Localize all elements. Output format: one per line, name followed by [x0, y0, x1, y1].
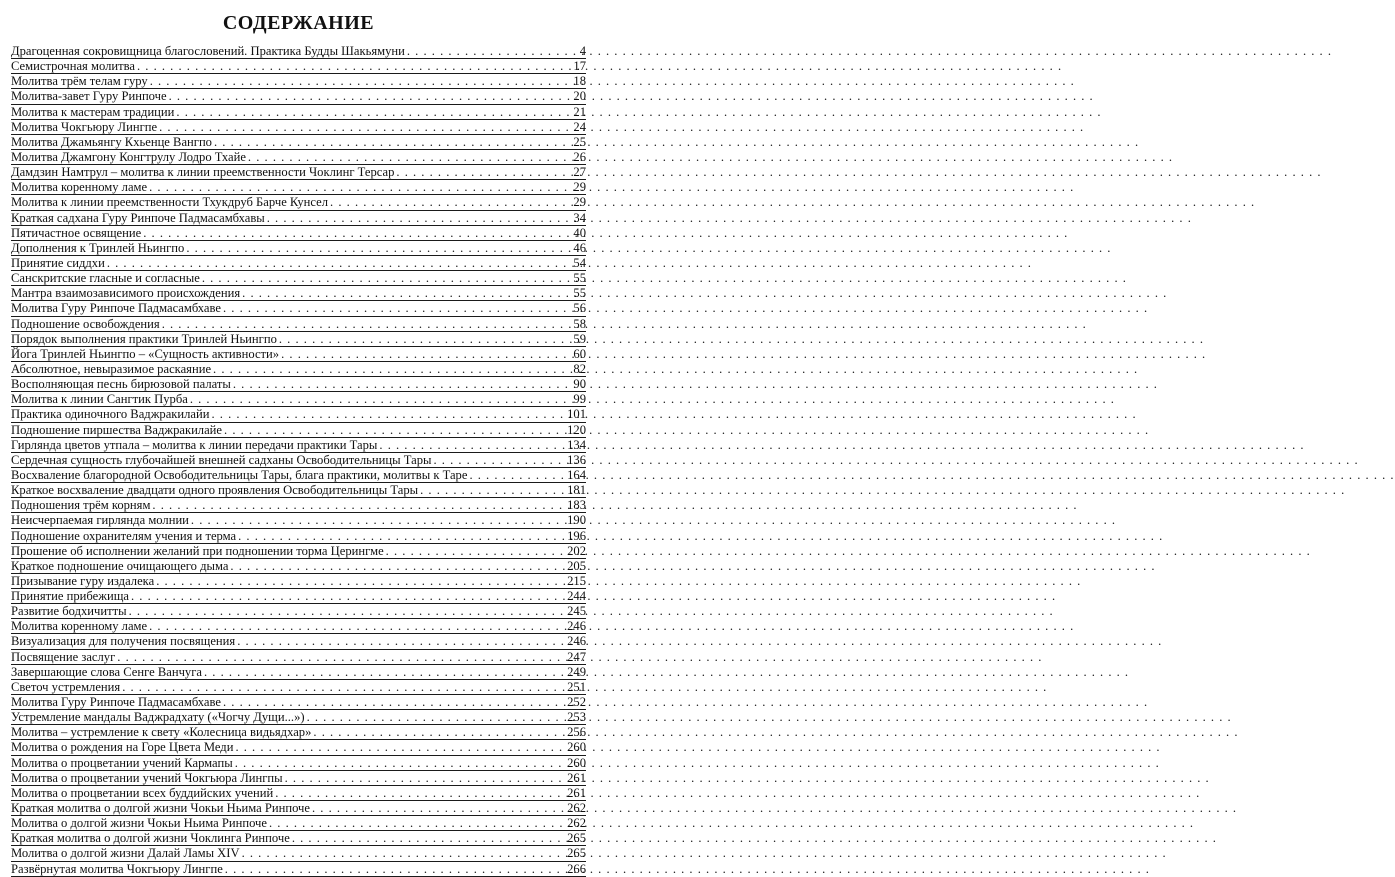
toc-entry-title: Дополнения к Тринлей Ньингпо [11, 240, 185, 255]
dot-leader [129, 604, 566, 619]
dot-leader [137, 59, 571, 74]
dot-leader [379, 438, 565, 453]
toc-entry-page-number: 136 [567, 452, 586, 467]
toc-entry-title: Подношения трём корням [11, 498, 151, 513]
toc-entry [11, 771, 586, 786]
toc-entry-title: Сердечная сущность глубочайшей внешней садханы Освободительницы Тары [11, 452, 432, 467]
toc-entry [11, 377, 586, 392]
dot-leader [202, 271, 572, 286]
toc-entry-page-number: 20 [573, 89, 586, 104]
toc-entry-page-number: 46 [573, 240, 586, 255]
toc-entry-title: Молитва Гуру Ринпоче Падмасамбхаве [11, 695, 221, 710]
dot-leader [131, 589, 565, 604]
toc-entry-title: Мантра взаимозависимого происхождения [11, 286, 241, 301]
dot-leader [233, 377, 572, 392]
dot-leader [191, 513, 565, 528]
dot-leader [433, 453, 565, 468]
toc-entry-page-number: 26 [573, 149, 586, 164]
toc-entry [11, 105, 586, 120]
toc-entry [11, 317, 586, 332]
toc-entry [11, 529, 586, 544]
toc-entry-page-number: 202 [567, 543, 586, 558]
toc-entry-title: Подношение освобождения [11, 316, 160, 331]
toc-entry-title: Молитва коренному ламе [11, 180, 148, 195]
toc-entry-title: Молитва трём телам гуру [11, 74, 148, 89]
toc-entry [11, 468, 586, 483]
dot-leader [330, 195, 571, 210]
dot-leader [117, 650, 565, 665]
dot-leader [230, 559, 565, 574]
dot-leader [281, 347, 571, 362]
toc-entry [11, 332, 586, 347]
dot-leader [159, 120, 571, 135]
dot-leader [386, 544, 565, 559]
toc-entry [11, 786, 586, 801]
toc-entry-page-number: 24 [573, 119, 586, 134]
toc-entry-page-number: 251 [567, 679, 586, 694]
dot-leader [235, 756, 565, 771]
toc-entry-page-number: 101 [567, 407, 586, 422]
toc-entry-title: Молитва к линии преемственности Тхукдруб Барче Кунсел [11, 195, 329, 210]
toc-entry-page-number: 262 [567, 801, 586, 816]
dot-leader [149, 180, 571, 195]
toc-entry-page-number: 90 [573, 377, 586, 392]
toc-entry-title: Абсолютное, невыразимое раскаяние [11, 361, 212, 376]
dot-leader [469, 468, 565, 483]
toc-entry-page-number: 260 [567, 755, 586, 770]
toc-entry [11, 180, 586, 195]
toc-entry [11, 59, 586, 74]
toc-entry-title: Молитва о долгой жизни Чокьи Ньима Ринпоче [11, 816, 267, 831]
toc-entry-page-number: 256 [567, 725, 586, 740]
toc-entry-page-number: 58 [573, 316, 586, 331]
toc-entry-page-number: 60 [573, 346, 586, 361]
toc-entry [11, 725, 586, 740]
toc-entry-title: Подношение пиршества Ваджракилайе [11, 422, 223, 437]
toc-entry-title: Молитва о процветании всех буддийских учений [11, 785, 274, 800]
toc-entry [11, 438, 586, 453]
toc-entry-page-number: 266 [567, 861, 586, 876]
toc-page [0, 0, 600, 876]
toc-entry-title: Восхваление благородной Освободительницы Тары, блага практики, молитвы к Таре [11, 467, 468, 482]
toc-entry-page-number: 55 [573, 271, 586, 286]
toc-entry-page-number: 29 [573, 180, 586, 195]
dot-leader [223, 695, 565, 710]
dot-leader [275, 786, 565, 801]
dot-leader [396, 165, 571, 180]
toc-entry [11, 74, 586, 89]
toc-entry [11, 559, 586, 574]
toc-entry [11, 544, 586, 559]
toc-entry-title: Санскритские гласные и согласные [11, 271, 200, 286]
toc-entry-title: Принятие прибежища [11, 589, 129, 604]
toc-entry-title: Молитва о рождения на Горе Цвета Меди [11, 740, 234, 755]
dot-leader [235, 740, 565, 755]
toc-entry [11, 362, 586, 377]
toc-entry-page-number: 181 [567, 483, 586, 498]
toc-entry-title: Неисчерпаемая гирлянда молнии [11, 513, 189, 528]
dot-leader [225, 862, 565, 877]
dot-leader [279, 332, 572, 347]
toc-entry [11, 347, 586, 362]
dot-leader [242, 846, 566, 861]
toc-entry-page-number: 261 [567, 785, 586, 800]
toc-entry-page-number: 34 [573, 210, 586, 225]
toc-entry-page-number: 56 [573, 301, 586, 316]
toc-entry-page-number: 40 [573, 225, 586, 240]
dot-leader [122, 680, 565, 695]
toc-entry-title: Подношение охранителям учения и терма [11, 528, 237, 543]
toc-entry-page-number: 260 [567, 740, 586, 755]
toc-entry-title: Краткая молитва о долгой жизни Чоклинга Ринпоче [11, 831, 290, 846]
dot-leader [420, 483, 565, 498]
toc-entry-title: Молитва к линии Сангтик Пурба [11, 392, 188, 407]
toc-entry [11, 513, 586, 528]
toc-entry-title: Йога Тринлей Ньингпо – «Сущность активности» [11, 346, 280, 361]
toc-entry-title: Краткая садхана Гуру Ринпоче Падмасамбхавы [11, 210, 265, 225]
toc-entry-title: Призывание гуру издалека [11, 573, 155, 588]
toc-entry-page-number: 27 [573, 165, 586, 180]
toc-entry-page-number: 253 [567, 710, 586, 725]
toc-entry-title: Порядок выполнения практики Тринлей Ньингпо [11, 331, 277, 346]
toc-entry [11, 604, 586, 619]
dot-leader [150, 74, 572, 89]
toc-entry-title: Молитва о долгой жизни Далай Ламы XIV [11, 846, 240, 861]
toc-entry-page-number: 99 [573, 392, 586, 407]
dot-leader [190, 392, 572, 407]
dot-leader [223, 301, 571, 316]
toc-entry [11, 392, 586, 407]
toc-entry [11, 195, 586, 210]
toc-entry-page-number: 215 [567, 573, 586, 588]
toc-entry [11, 423, 586, 438]
toc-entry [11, 150, 586, 165]
toc-entry [11, 256, 586, 271]
toc-entry-title: Драгоценная сокровищница благословений. Практика Будды Шакьямуни [11, 44, 405, 58]
toc-entry-page-number: 245 [567, 604, 586, 619]
toc-entry [11, 44, 586, 59]
dot-leader [248, 150, 571, 165]
toc-entry-title: Устремление мандалы Ваджрадхату («Чогчу Дущи...») [11, 710, 305, 725]
toc-entry [11, 634, 586, 649]
toc-entry [11, 483, 586, 498]
dot-leader [285, 771, 566, 786]
dot-leader [149, 619, 565, 634]
toc-entry-title: Молитва Гуру Ринпоче Падмасамбхаве [11, 301, 221, 316]
toc-entry [11, 271, 586, 286]
toc-entry [11, 407, 586, 422]
toc-entry-title: Посвящение заслуг [11, 649, 116, 664]
dot-leader [267, 211, 572, 226]
toc-entry-title: Молитва о процветании учений Чокгьюра Лингпы [11, 770, 283, 785]
toc-entry [11, 589, 586, 604]
toc-entry [11, 453, 586, 468]
toc-entry [11, 135, 586, 150]
toc-entry [11, 846, 586, 861]
toc-entry-page-number: 55 [573, 286, 586, 301]
toc-entry-page-number: 59 [573, 331, 586, 346]
toc-entry-title: Краткая молитва о долгой жизни Чокьи Ньима Ринпоче [11, 801, 310, 816]
toc-entry [11, 816, 586, 831]
toc-entry-page-number: 265 [567, 846, 586, 861]
toc-entry-title: Молитва-завет Гуру Ринпоче [11, 89, 167, 104]
dot-leader [212, 407, 566, 422]
toc-entry-title: Развитие бодхичитты [11, 604, 127, 619]
toc-entry-page-number: 196 [567, 528, 586, 543]
dot-leader [156, 574, 565, 589]
toc-entry [11, 165, 586, 180]
toc-list [11, 44, 586, 877]
toc-entry-page-number: 262 [567, 816, 586, 831]
toc-entry-page-number: 25 [573, 134, 586, 149]
toc-entry-title: Дамдзин Намтрул – молитва к линии преемственности Чоклинг Терсар [11, 165, 395, 180]
toc-entry [11, 89, 586, 104]
dot-leader [292, 831, 565, 846]
toc-entry [11, 498, 586, 513]
dot-leader [238, 529, 565, 544]
dot-leader [143, 226, 571, 241]
dot-leader [186, 241, 571, 256]
dot-leader [242, 286, 571, 301]
toc-entry [11, 619, 586, 634]
dot-leader [407, 44, 578, 59]
toc-entry [11, 695, 586, 710]
toc-entry-title: Молитва Джамьянгу Кхьенце Вангпо [11, 134, 212, 149]
toc-entry-page-number: 246 [567, 619, 586, 634]
dot-leader [312, 801, 565, 816]
toc-entry-page-number: 164 [567, 467, 586, 482]
toc-entry-title: Развёрнутая молитва Чокгьюру Лингпе [11, 861, 223, 876]
toc-entry-page-number: 82 [573, 361, 586, 376]
toc-entry [11, 574, 586, 589]
toc-entry [11, 862, 586, 877]
dot-leader [213, 362, 571, 377]
dot-leader [204, 665, 565, 680]
toc-entry-page-number: 190 [567, 513, 586, 528]
dot-leader [162, 317, 572, 332]
toc-entry-title: Краткое подношение очищающего дыма [11, 558, 229, 573]
toc-entry-page-number: 252 [567, 695, 586, 710]
toc-entry-page-number: 17 [573, 59, 586, 74]
toc-entry [11, 740, 586, 755]
dot-leader [269, 816, 565, 831]
toc-entry-page-number: 249 [567, 664, 586, 679]
dot-leader [176, 105, 571, 120]
toc-entry-title: Молитва Чокгьюру Лингпе [11, 119, 158, 134]
toc-entry [11, 120, 586, 135]
toc-entry [11, 211, 586, 226]
toc-entry-title: Молитва коренному ламе [11, 619, 148, 634]
toc-entry-page-number: 134 [567, 437, 586, 452]
toc-entry-title: Принятие сиддхи [11, 255, 105, 270]
dot-leader [313, 725, 565, 740]
toc-entry [11, 801, 586, 816]
toc-entry-page-number: 29 [573, 195, 586, 210]
dot-leader [152, 498, 565, 513]
dot-leader [107, 256, 572, 271]
toc-entry [11, 831, 586, 846]
toc-entry-page-number: 265 [567, 831, 586, 846]
toc-entry-title: Гирлянда цветов утпала – молитва к линии передачи практики Тары [11, 437, 378, 452]
toc-entry-title: Молитва к мастерам традиции [11, 104, 175, 119]
dot-leader [307, 710, 566, 725]
toc-entry [11, 710, 586, 725]
toc-entry [11, 665, 586, 680]
toc-entry [11, 286, 586, 301]
toc-entry [11, 241, 586, 256]
toc-entry-page-number: 183 [567, 498, 586, 513]
toc-entry-title: Прошение об исполнении желаний при подношении торма Церингме [11, 543, 384, 558]
dot-leader [214, 135, 571, 150]
toc-entry [11, 680, 586, 695]
toc-entry-title: Завершающие слова Сенге Ванчуга [11, 664, 202, 679]
toc-entry-title: Восполняющая песнь бирюзовой палаты [11, 377, 231, 392]
toc-entry-title: Светоч устремления [11, 679, 121, 694]
toc-entry-page-number: 261 [567, 770, 586, 785]
dot-leader [169, 89, 572, 104]
toc-entry-page-number: 18 [573, 74, 586, 89]
toc-entry [11, 756, 586, 771]
toc-entry-title: Молитва о процветании учений Кармапы [11, 755, 233, 770]
dot-leader [237, 634, 565, 649]
toc-entry-page-number: 21 [573, 104, 586, 119]
toc-entry [11, 650, 586, 665]
page-title: СОДЕРЖАНИЕ [222, 12, 375, 34]
toc-entry-page-number: 54 [573, 255, 586, 270]
toc-entry-title: Краткое восхваление двадцати одного проявления Освободительницы Тары [11, 483, 419, 498]
toc-entry-title: Практика одиночного Ваджракилайи [11, 407, 210, 422]
toc-entry-page-number: 205 [567, 558, 586, 573]
toc-entry [11, 301, 586, 316]
toc-entry-page-number: 244 [567, 589, 586, 604]
toc-entry-title: Семистрочная молитва [11, 59, 135, 74]
toc-entry-title: Визуализация для получения посвящения [11, 634, 236, 649]
dot-leader [224, 423, 565, 438]
toc-entry-page-number: 120 [567, 422, 586, 437]
toc-entry-title: Пятичастное освящение [11, 225, 142, 240]
toc-entry-page-number: 4 [579, 44, 586, 58]
toc-entry [11, 226, 586, 241]
toc-entry-title: Молитва Джамгону Конгтрулу Лодро Тхайе [11, 149, 246, 164]
toc-entry-title: Молитва – устремление к свету «Колесница видьядхар» [11, 725, 312, 740]
toc-entry-page-number: 247 [567, 649, 586, 664]
toc-entry-page-number: 246 [567, 634, 586, 649]
